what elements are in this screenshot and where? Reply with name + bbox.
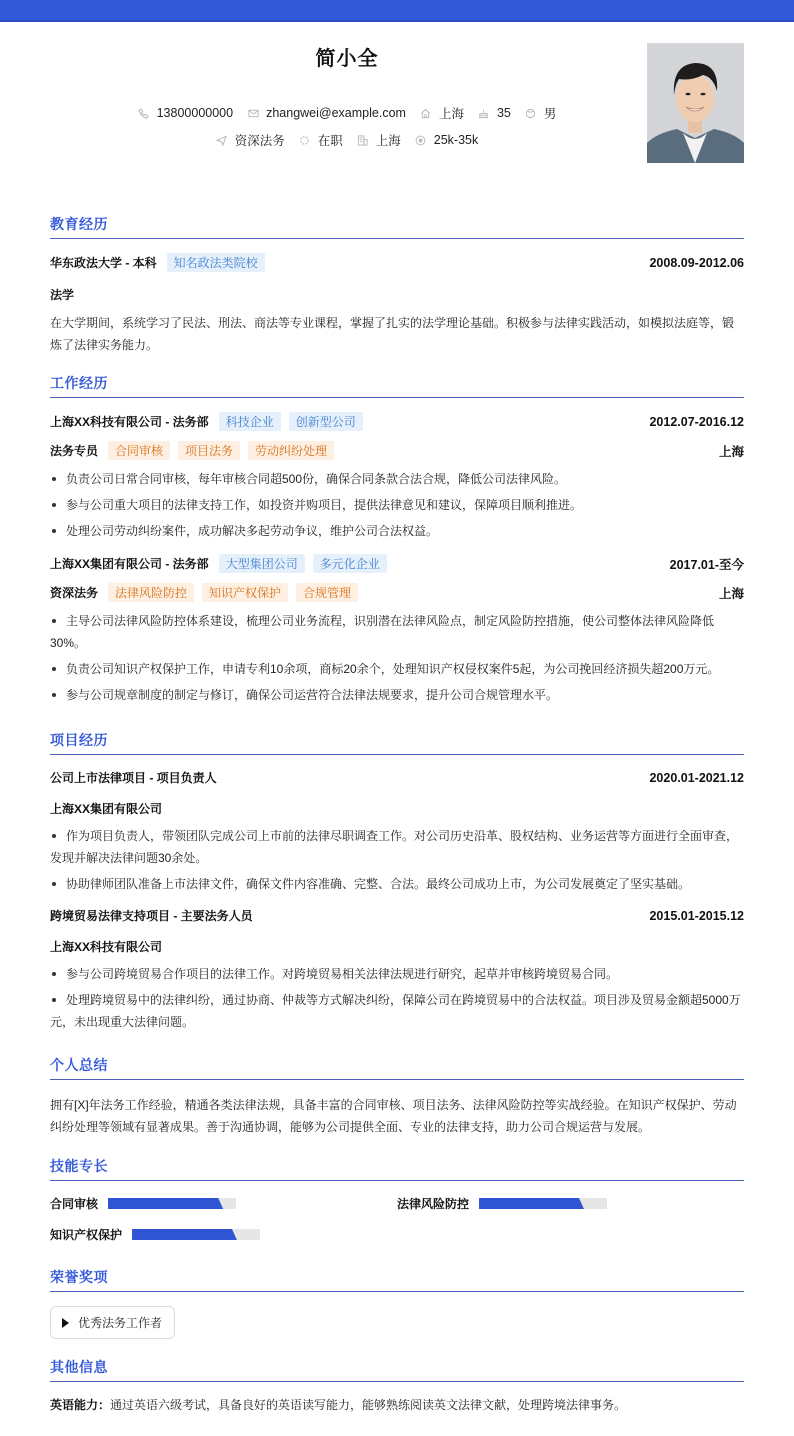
skill-item (397, 1195, 744, 1212)
project-company: 上海XX科技有限公司 (50, 940, 163, 954)
company-tag: 科技企业 (219, 412, 281, 431)
email: zhangwei@example.com (247, 106, 406, 120)
employment-status: 在职 (299, 131, 343, 149)
project-period: 2015.01-2015.12 (649, 908, 744, 923)
work-period: 2012.07-2016.12 (649, 414, 744, 429)
company-name: 上海XX科技有限公司 - 法务部 (50, 415, 209, 429)
project-period: 2020.01-2021.12 (649, 770, 744, 785)
projects-section (50, 730, 744, 1033)
project-name: 跨境贸易法律支持项目 - 主要法务人员 (50, 909, 253, 923)
work-item-header (50, 554, 744, 573)
skill-bar-fill (479, 1198, 584, 1209)
bullet-item: 主导公司法律风险防控体系建设，梳理公司业务流程，识别潜在法律风险点，制定风险防控措施，使公司整体法律风险降低30%。 (50, 610, 744, 654)
skill-bar-fill (108, 1198, 223, 1209)
award-name: 优秀法务工作者 (78, 1316, 163, 1330)
skill-bar-fill (132, 1229, 237, 1240)
summary-section (50, 1055, 744, 1138)
avatar-photo (647, 43, 744, 163)
skill-tag: 合规管理 (296, 583, 358, 602)
status-icon (299, 134, 311, 146)
work-item-header (50, 412, 744, 431)
project-item-header (50, 907, 744, 924)
company-tag: 大型集团公司 (219, 554, 305, 573)
work-position-row (50, 583, 744, 602)
salary-icon (415, 134, 427, 146)
candidate-name: 简小全 (315, 48, 379, 70)
school-name: 华东政法大学 - 本科 (50, 256, 157, 270)
work-period: 2017.01-至今 (669, 557, 744, 572)
skill-tag: 知识产权保护 (202, 583, 288, 602)
section-title-work: 工作经历 (50, 373, 744, 398)
award-item[interactable] (50, 1306, 175, 1339)
section-title-education: 教育经历 (50, 214, 744, 239)
education-description: 在大学期间，系统学习了民法、刑法、商法等专业课程，掌握了扎实的法学理论基础。积极参与法律实践活动，如模拟法庭等，锻炼了法律实务能力。 (50, 316, 735, 352)
section-title-summary: 个人总结 (50, 1055, 744, 1080)
bullet-item: 处理跨境贸易中的法律纠纷，通过协商、仲裁等方式解决纠纷，保障公司在跨境贸易中的合法权益。项目涉及贸易金额超5000万元，未出现重大法律问题。 (50, 989, 744, 1033)
send-icon (216, 134, 228, 146)
hometown: 上海 (420, 104, 464, 122)
section-title-skills: 技能专长 (50, 1156, 744, 1181)
work-location: 上海 (718, 586, 744, 601)
work-item (50, 554, 744, 706)
company-name: 上海XX集团有限公司 - 法务部 (50, 557, 209, 571)
cake-icon (478, 107, 490, 119)
project-item (50, 769, 744, 895)
project-name: 公司上市法律项目 - 项目负责人 (50, 771, 217, 785)
summary-text: 拥有[X]年法务工作经验，精通各类法律法规，具备丰富的合同审核、项目法务、法律风险防控等实战经验。在知识产权保护、劳动纠纷处理等领域有显著成果。善于沟通协调，能够为公司提供全面、专业的法律支持，助力公司合规运营与发展。 (50, 1098, 737, 1134)
skill-tag: 法律风险防控 (108, 583, 194, 602)
education-period: 2008.09-2012.06 (649, 255, 744, 270)
project-bullets (50, 825, 744, 895)
position: 资深法务 (50, 586, 99, 600)
skill-tag: 劳动纠纷处理 (248, 441, 334, 460)
work-location: 上海 (718, 444, 744, 459)
skill-tag: 项目法务 (178, 441, 240, 460)
top-accent-bar (0, 0, 794, 22)
bullet-item: 作为项目负责人，带领团队完成公司上市前的法律尽职调查工作。对公司历史沿革、股权结构、业务运营等方面进行全面审查，发现并解决法律问题30余处。 (50, 825, 744, 869)
work-section (50, 373, 744, 706)
bullet-item: 参与公司重大项目的法律支持工作，如投资并购项目，提供法律意见和建议，保障项目顺利推进。 (50, 494, 744, 516)
age: 35 (478, 106, 511, 120)
work-bullets (50, 610, 744, 706)
expand-triangle-icon (62, 1318, 69, 1328)
gender: 男 (525, 104, 557, 122)
other-text: 通过英语六级考试，具备良好的英语读写能力，能够熟练阅读英文法律文献，处理跨境法律事务。 (110, 1398, 627, 1412)
profile-header (50, 22, 744, 192)
project-bullets (50, 963, 744, 1033)
section-title-projects: 项目经历 (50, 730, 744, 755)
company-tag: 多元化企业 (313, 554, 387, 573)
work-bullets (50, 468, 744, 542)
building-icon (357, 134, 369, 146)
contact-row (50, 104, 644, 122)
bullet-item: 负责公司知识产权保护工作，申请专利10余项，商标20余个，处理知识产权侵权案件5起，为公司挽回经济损失超200万元。 (50, 658, 744, 680)
work-item (50, 412, 744, 542)
project-item (50, 907, 744, 1033)
gender-icon (525, 107, 537, 119)
resume-page (0, 22, 794, 1413)
company-tag: 创新型公司 (289, 412, 363, 431)
skill-tag: 合同审核 (108, 441, 170, 460)
target-city: 上海 (357, 131, 401, 149)
position: 法务专员 (50, 444, 99, 458)
job-title: 资深法务 (216, 131, 285, 149)
bullet-item: 处理公司劳动纠纷案件，成功解决多起劳动争议，维护公司合法权益。 (50, 520, 744, 542)
bullet-item: 参与公司跨境贸易合作项目的法律工作。对跨境贸易相关法律法规进行研究，起草并审核跨境贸易合同。 (50, 963, 744, 985)
education-item-header (50, 253, 744, 272)
skill-item (50, 1195, 397, 1212)
mail-icon (247, 107, 259, 119)
bullet-item: 协助律师团队准备上市法律文件，确保文件内容准确、完整、合法。最终公司成功上市，为公司发展奠定了坚实基础。 (50, 873, 744, 895)
skill-bar (132, 1229, 260, 1240)
project-company: 上海XX集团有限公司 (50, 802, 163, 816)
skill-name: 知识产权保护 (50, 1228, 123, 1242)
bullet-item: 参与公司规章制度的制定与修订，确保公司运营符合法律法规要求，提升公司合规管理水平。 (50, 684, 744, 706)
awards-section (50, 1267, 744, 1339)
section-title-other: 其他信息 (50, 1357, 744, 1382)
home-icon (420, 107, 432, 119)
education-section (50, 214, 744, 356)
skill-name: 合同审核 (50, 1197, 99, 1211)
skill-bar (479, 1198, 607, 1209)
other-label: 英语能力： (50, 1398, 111, 1412)
phone-icon (138, 107, 150, 119)
skill-bar (108, 1198, 236, 1209)
skill-name: 法律风险防控 (397, 1197, 470, 1211)
work-position-row (50, 441, 744, 460)
school-tag: 知名政法类院校 (167, 253, 265, 272)
skills-list (50, 1195, 744, 1243)
skills-section (50, 1156, 744, 1243)
project-item-header (50, 769, 744, 786)
bullet-item: 负责公司日常合同审核，每年审核合同超500份，确保合同条款合法合规，降低公司法律风险。 (50, 468, 744, 490)
major: 法学 (50, 288, 75, 302)
section-title-awards: 荣誉奖项 (50, 1267, 744, 1292)
skill-item (50, 1226, 397, 1243)
other-section (50, 1357, 744, 1413)
phone: 13800000000 (138, 106, 233, 120)
job-intent-row (50, 131, 644, 149)
other-item (50, 1396, 744, 1413)
salary: 25k-35k (415, 133, 478, 147)
